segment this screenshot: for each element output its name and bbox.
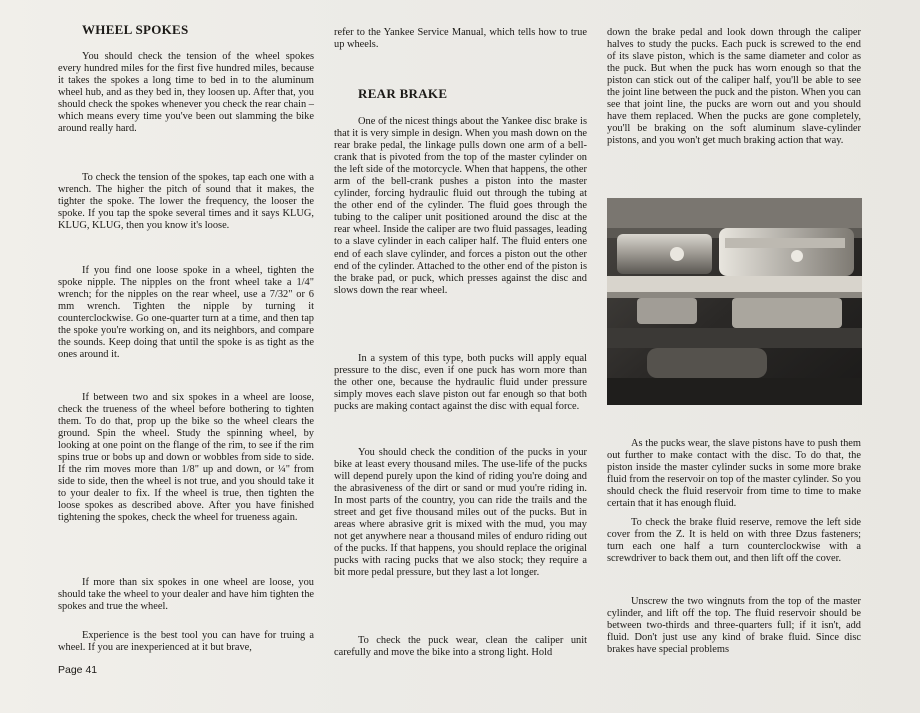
paragraph: If between two and six spokes in a wheel are loose, check the trueness of the wheel before bothering to tighten them. To do that, prop up the bike so the wheel clears the ground. Spin the wheel. Study the spinning wheel, by looking at one point on the flange of the rim, to see if the rim spins true or bobs up and down or wobbles from side to side. If the rim moves more than 1/8" up and down, or ¼" from side to side, then the wheel is not true, and you should take it to your dealer to fix. If the wheel is true, then tighten the loose spokes as described above. After you have finished tightening the spokes, check the wheel for trueness again.: [58, 392, 314, 524]
section-heading-wheel-spokes: WHEEL SPOKES: [82, 22, 189, 37]
brake-caliper-photo-illustration: [607, 198, 862, 405]
paragraph: If more than six spokes in one wheel are loose, you should take the wheel to your dealer and have him tighten the spokes and true the wheel.: [58, 577, 314, 613]
paragraph: You should check the tension of the wheel spokes every hundred miles for the first five hundred miles, because it takes the spokes a long time to bed in to the aluminum wheel hub, and as they bed in, they loosen up. After that, you should check the spokes whenever you check the rear chain – which means every time you've been out slamming the bike around really hard.: [58, 51, 314, 135]
brake-caliper-photo: [607, 198, 862, 405]
paragraph: One of the nicest things about the Yankee disc brake is that it is very simple in design. When you mash down on the rear brake pedal, the linkage pulls down one arm of a bell-crank that is pivoted from the top of the master cylinder on the left side of the motorcycle. When that happens, the other arm of the bell-crank pushes a piston into the master cylinder, forcing hydraulic fluid out through the tubing at the other end of the cylinder. The fluid goes through the tubing to the caliper unit positioned around the disc at the rear wheel. Inside the caliper are two fluid passages, leading to a slave cylinder in each caliper half. The fluid enters one end of each slave cylinder, and forces a piston out the other end of the cylinder. Attached to the other end of the piston is the brake pad, or puck, which presses against the disc and slows down the rear wheel.: [334, 116, 587, 296]
paragraph: To check the puck wear, clean the caliper unit carefully and move the bike into a strong light. Hold: [334, 635, 587, 659]
paragraph: Experience is the best tool you can have for truing a wheel. If you are inexperienced at it but brave,: [58, 630, 314, 654]
paragraph: down the brake pedal and look down through the caliper halves to study the pucks. Each puck is screwed to the end of its slave piston, which is the same diameter and color as the puck. But when the puck has worn enough so that the piston can stick out of the caliper half, you'll be able to see the joint line between the puck and the piston. When you can see that joint line, the pucks are worn out and you should have them replaced. When the pucks are gone completely, you'll be braking on the soft aluminum slave-cylinder pistons, and you won't get much braking action that way.: [607, 27, 861, 147]
paragraph: If you find one loose spoke in a wheel, tighten the spoke nipple. The nipples on the front wheel take a 1/4" wrench; for the nipples on the rear wheel, use a 7/32" or 6 mm wrench. Tighten the nipple by turning it counterclockwise. Go one-quarter turn at a time, and then tap the spoke you're working on, and its neighbors, and compare the sounds. Keep doing that until the spoke is as tight as the ones around it.: [58, 265, 314, 361]
paragraph: As the pucks wear, the slave pistons have to push them out further to make contact with the disc. To do that, the piston inside the master cylinder sucks in some more brake fluid from the reservoir on top of the master cylinder. So you should check the fluid reservoir from time to time to make certain that it has enough fluid.: [607, 438, 861, 510]
section-heading-rear-brake: REAR BRAKE: [358, 86, 448, 101]
paragraph: You should check the condition of the pucks in your bike at least every thousand miles. The use-life of the pucks will depend purely upon the kind of riding you're doing and the abrasiveness of the dirt or sand or mud you're riding in. In most parts of the country, you can ride the trails and the street and get five thousand miles out of the pucks. But in areas where abrasive grit is mixed with the mud, you may not get anywhere near a thousand miles of enduro riding out of the pucks. If that happens, you should replace the original pucks with racing pucks that we also stock; they require a bit more pedal pressure, but they last a lot longer.: [334, 447, 587, 579]
paragraph: In a system of this type, both pucks will apply equal pressure to the disc, even if one puck has worn more than the other one, because the hydraulic fluid under pressure simply moves each slave piston out far enough so that both pucks are making contact against the disc with equal force.: [334, 353, 587, 413]
paragraph: To check the brake fluid reserve, remove the left side cover from the Z. It is held on with three Dzus fasteners; turn each one half a turn counterclockwise with a screwdriver to back them out, and then lift off the cover.: [607, 517, 861, 565]
paragraph: refer to the Yankee Service Manual, which tells how to true up wheels.: [334, 27, 587, 51]
paragraph: To check the tension of the spokes, tap each one with a wrench. The higher the pitch of sound that it makes, the tighter the spoke. The lower the frequency, the looser the spoke. If you tap the spoke several times and it says KLUG, KLUG, KLUG, then you know it's loose.: [58, 172, 314, 232]
paragraph: Unscrew the two wingnuts from the top of the master cylinder, and lift off the top. The fluid reservoir should be between two-thirds and three-quarters full; if it isn't, add fluid. Don't just use any kind of brake fluid. Since disc brakes have special problems: [607, 596, 861, 656]
page-number: Page 41: [58, 664, 98, 676]
